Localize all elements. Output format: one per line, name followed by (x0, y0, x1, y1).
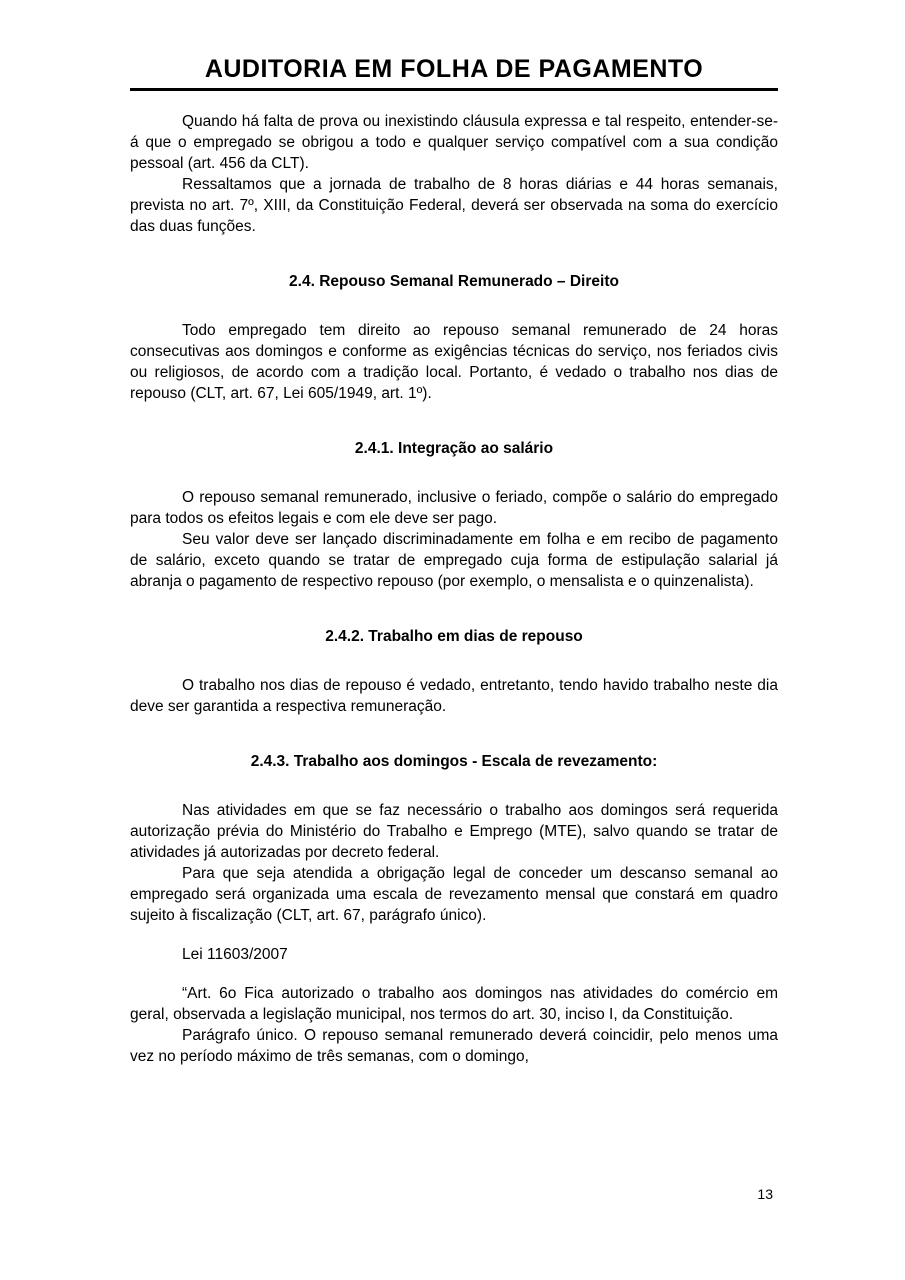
page-number: 13 (757, 1186, 773, 1202)
document-title: AUDITORIA EM FOLHA DE PAGAMENTO (130, 54, 778, 91)
paragraph: Nas atividades em que se faz necessário o trabalho aos domingos será requerida autorização prévia do Ministério do Trabalho e Emprego (MTE), salvo quando se tratar de atividades já autorizadas por decreto federal. (130, 802, 778, 861)
paragraph: O trabalho nos dias de repouso é vedado, entretanto, tendo havido trabalho neste dia deve ser garantida a respectiva remuneração. (130, 677, 778, 715)
paragraph: Todo empregado tem direito ao repouso semanal remunerado de 24 horas consecutivas aos domingos e conforme as exigências técnicas do serviço, nos feriados civis ou religiosos, de acordo com a tradição local. Portanto, é vedado o trabalho nos dias de repouso (CLT, art. 67, Lei 605/1949, art. 1º). (130, 322, 778, 402)
section-heading-2-4: 2.4. Repouso Semanal Remunerado – Direito (289, 273, 619, 290)
paragraph: Para que seja atendida a obrigação legal de conceder um descanso semanal ao empregado será organizada uma escala de revezamento mensal que constará em quadro sujeito à fiscalização (CLT, art. 67, parágrafo único). (130, 865, 778, 924)
paragraph: “Art. 6o Fica autorizado o trabalho aos domingos nas atividades do comércio em geral, observada a legislação municipal, nos termos do art. 30, inciso I, da Constituição. (130, 985, 778, 1023)
paragraph: Ressaltamos que a jornada de trabalho de 8 horas diárias e 44 horas semanais, prevista no art. 7º, XIII, da Constituição Federal, deverá ser observada na soma do exercício das duas funções. (130, 176, 778, 235)
section-heading-2-4-1: 2.4.1. Integração ao salário (354, 440, 554, 457)
section-heading-2-4-3: 2.4.3. Trabalho aos domingos - Escala de revezamento: (250, 753, 658, 770)
paragraph: Seu valor deve ser lançado discriminadamente em folha e em recibo de pagamento de salário, exceto quando se tratar de empregado cuja forma de estipulação salarial já abranja o pagamento de respectivo repouso (por exemplo, o mensalista e o quinzenalista). (130, 531, 778, 590)
paragraph: Parágrafo único. O repouso semanal remunerado deverá coincidir, pelo menos uma vez no período máximo de três semanas, com o domingo, (130, 1027, 778, 1065)
law-reference: Lei 11603/2007 (182, 946, 288, 963)
paragraph: Quando há falta de prova ou inexistindo cláusula expressa e tal respeito, entender-se-á que o empregado se obrigou a todo e qualquer serviço compatível com a sua condição pessoal (art. 456 da CLT). (130, 113, 778, 172)
document-content (130, 0, 778, 1067)
paragraph: O repouso semanal remunerado, inclusive o feriado, compõe o salário do empregado para todos os efeitos legais e com ele deve ser pago. (130, 489, 778, 527)
section-heading-2-4-2: 2.4.2. Trabalho em dias de repouso (325, 628, 583, 645)
